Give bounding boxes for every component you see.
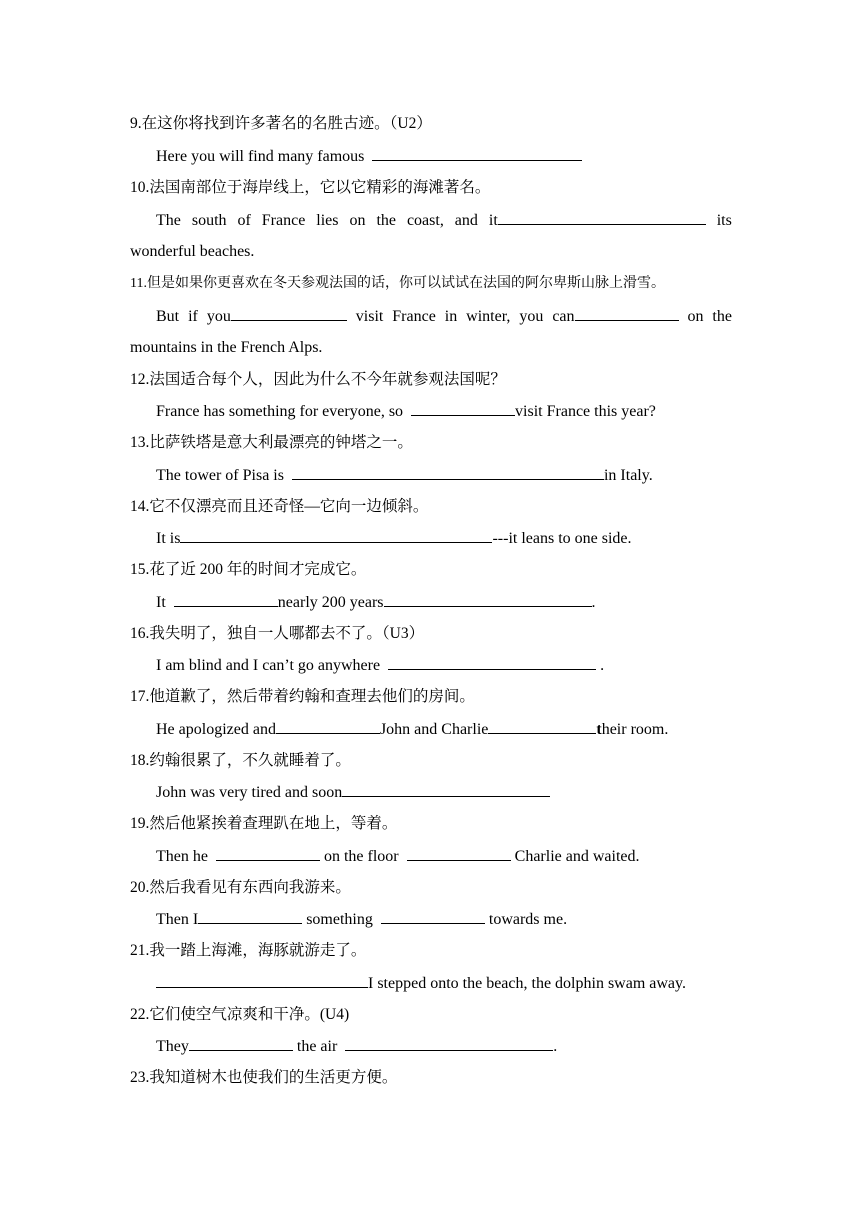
- word: of: [237, 212, 251, 229]
- sentence-text: on the floor: [323, 848, 399, 865]
- sentence-text: heir room.: [601, 721, 669, 738]
- word: the: [376, 212, 396, 229]
- question-22-english: [156, 1036, 732, 1057]
- sentence-text: ---it leans to one side.: [492, 530, 632, 547]
- answer-blank[interactable]: [411, 401, 515, 416]
- word: lies: [316, 212, 339, 229]
- question-18-chinese: 18.约翰很累了，不久就睡着了。: [130, 752, 351, 769]
- answer-blank[interactable]: [384, 592, 592, 607]
- word: winter,: [466, 308, 511, 325]
- question-19-chinese: 19.然后他紧挨着查理趴在地上，等着。: [130, 815, 398, 832]
- word: you: [519, 308, 544, 325]
- sentence-text: I stepped onto the beach, the dolphin swam away.: [368, 975, 686, 992]
- word: on: [687, 308, 704, 325]
- sentence-text: in Italy.: [603, 467, 653, 484]
- question-14-chinese: 14.它不仅漂亮而且还奇怪—它向一边倾斜。: [130, 498, 429, 515]
- sentence-text: He apologized and: [156, 721, 276, 738]
- question-18-english: [156, 782, 732, 803]
- sentence-text: France has something for everyone, so: [156, 403, 404, 420]
- answer-blank[interactable]: [372, 146, 582, 161]
- sentence-text: Then he: [156, 848, 208, 865]
- answer-blank[interactable]: [498, 210, 706, 225]
- sentence-text: visit France this year?: [515, 403, 656, 420]
- answer-blank[interactable]: [231, 306, 347, 321]
- word: But: [156, 308, 180, 325]
- word: The: [156, 212, 181, 229]
- sentence-text: the air: [296, 1038, 338, 1055]
- sentence-text: I am blind and I can’t go anywhere: [156, 657, 381, 674]
- question-21-english: [156, 973, 732, 994]
- question-23-chinese: 23.我知道树木也使我们的生活更方便。: [130, 1069, 398, 1086]
- word: France: [392, 308, 436, 325]
- question-9-chinese: 9.在这你将找到许多著名的名胜古迹。（U2）: [130, 115, 432, 132]
- word: its: [716, 212, 732, 229]
- word: France: [261, 212, 306, 229]
- sentence-text: Charlie and waited.: [514, 848, 640, 865]
- question-12-english: [156, 401, 732, 422]
- answer-blank[interactable]: [407, 846, 511, 861]
- sentence-text: John was very tired and soon: [156, 784, 343, 801]
- answer-blank[interactable]: [381, 909, 485, 924]
- sentence-text: something: [306, 911, 373, 928]
- question-15-english: [156, 592, 732, 613]
- word: the: [712, 308, 732, 325]
- word: coast,: [406, 212, 444, 229]
- answer-blank[interactable]: [575, 306, 679, 321]
- question-13-chinese: 13.比萨铁塔是意大利最漂亮的钟塔之一。: [130, 434, 413, 451]
- question-9-english: [156, 146, 732, 167]
- question-17-english: [156, 719, 732, 740]
- sentence-text: John and Charlie: [379, 721, 489, 738]
- sentence-text: It is: [156, 530, 181, 547]
- sentence-text: t: [596, 721, 602, 738]
- answer-blank[interactable]: [342, 782, 550, 797]
- word-with-blank: it: [489, 210, 706, 231]
- sentence-text: Then I: [156, 911, 199, 928]
- word: in: [444, 308, 458, 325]
- sentence-text: nearly 200 years: [277, 594, 384, 611]
- question-20-chinese: 20.然后我看见有东西向我游来。: [130, 879, 351, 896]
- question-11-chinese: 11.但是如果你更喜欢在冬天参观法国的话，你可以试试在法国的阿尔卑斯山脉上滑雪。: [130, 276, 665, 291]
- word-with-blank: you: [207, 306, 347, 327]
- answer-blank[interactable]: [292, 465, 604, 480]
- word: if: [188, 308, 198, 325]
- answer-blank[interactable]: [156, 973, 368, 988]
- question-20-english: [156, 909, 732, 930]
- sentence-text: .: [600, 657, 605, 674]
- answer-blank[interactable]: [488, 719, 596, 734]
- answer-blank[interactable]: [345, 1036, 553, 1051]
- word: visit: [355, 308, 384, 325]
- answer-blank[interactable]: [276, 719, 380, 734]
- question-14-english: [156, 528, 732, 549]
- question-17-chinese: 17.他道歉了，然后带着约翰和查理去他们的房间。: [130, 688, 475, 705]
- question-10-english: [156, 210, 732, 231]
- question-12-chinese: 12.法国适合每个人，因此为什么不今年就参观法国呢？: [130, 371, 506, 388]
- answer-blank[interactable]: [189, 1036, 293, 1051]
- sentence-text: They: [156, 1038, 189, 1055]
- answer-blank[interactable]: [216, 846, 320, 861]
- sentence-text: .: [553, 1038, 558, 1055]
- question-10-english-continued: wonderful beaches.: [130, 243, 255, 260]
- answer-blank[interactable]: [388, 655, 596, 670]
- question-21-chinese: 21.我一踏上海滩，海豚就游走了。: [130, 942, 367, 959]
- question-16-chinese: 16.我失明了，独自一人哪都去不了。（U3）: [130, 625, 425, 642]
- sentence-text: .: [591, 594, 596, 611]
- question-11-english-continued: mountains in the French Alps.: [130, 339, 323, 356]
- question-16-english: [156, 655, 732, 676]
- word: south: [191, 212, 227, 229]
- question-19-english: [156, 846, 732, 867]
- sentence-text: It: [156, 594, 166, 611]
- question-11-english: [156, 306, 732, 327]
- sentence-text: Here you will find many famous: [156, 148, 365, 165]
- answer-blank[interactable]: [198, 909, 302, 924]
- sentence-text: towards me.: [488, 911, 568, 928]
- question-22-chinese: 22.它们使空气凉爽和干净。(U4): [130, 1006, 350, 1023]
- sentence-text: The tower of Pisa is: [156, 467, 284, 484]
- word: and: [454, 212, 478, 229]
- question-13-english: [156, 465, 732, 486]
- question-15-chinese: 15.花了近 200 年的时间才完成它。: [130, 561, 367, 578]
- word-with-blank: can: [552, 306, 678, 327]
- word: on: [349, 212, 366, 229]
- question-10-chinese: 10.法国南部位于海岸线上，它以它精彩的海滩著名。: [130, 179, 491, 196]
- answer-blank[interactable]: [180, 528, 492, 543]
- answer-blank[interactable]: [174, 592, 278, 607]
